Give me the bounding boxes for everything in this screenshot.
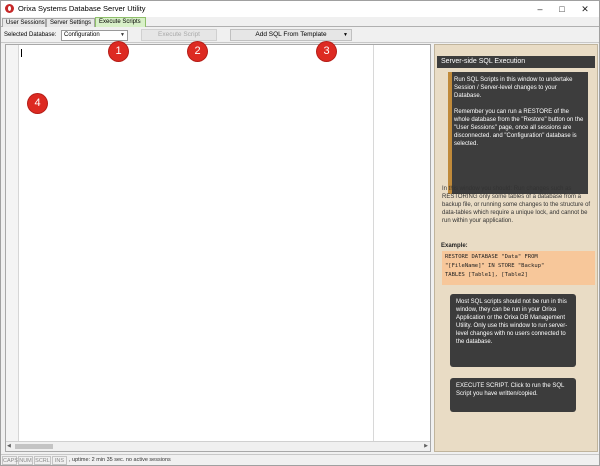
status-text: , uptime: 2 min 35 sec. no active sessions: [69, 457, 171, 463]
text-caret: [21, 49, 22, 57]
info-text: In this window you should: Run changes such as RESTORING only some tables of a database from a backup file, or running some changes to the structure of data-tables which require a unique lock, and cannot be run within your application.: [442, 186, 591, 224]
caps-indicator: CAPS: [3, 458, 18, 464]
chevron-down-icon: ▼: [120, 32, 125, 38]
usage-warning-note: Most SQL scripts should not be run in this window, they can be run in your Orixa Application or the Orixa DB Management Utility. Only use this window to run server-level changes with no users connected to the database.: [450, 294, 576, 367]
tab-server-settings[interactable]: Server Settings: [46, 18, 95, 27]
execute-script-button[interactable]: Execute Script: [141, 29, 217, 41]
note-accent-bar: [448, 72, 452, 194]
toolbar: [1, 28, 599, 43]
dropdown-arrow-icon[interactable]: ▼: [343, 32, 348, 38]
info-panel: [434, 44, 598, 452]
editor-margin-line: [373, 45, 374, 441]
scroll-left-icon[interactable]: ◀: [7, 443, 11, 449]
tab-user-sessions[interactable]: User Sessions: [2, 18, 46, 27]
callout-1: 1: [109, 42, 128, 61]
example-label: Example:: [441, 243, 468, 249]
status-bar: [1, 454, 599, 465]
close-button[interactable]: ✕: [581, 4, 589, 14]
title-bar: [1, 1, 599, 17]
callout-3: 3: [317, 42, 336, 61]
horizontal-scrollbar[interactable]: [6, 441, 430, 451]
window-title: Orixa Systems Database Server Utility: [18, 4, 146, 13]
note-paragraph-1: Run SQL Scripts in this window to undertake Session / Server-level changes to your Database.: [454, 77, 573, 99]
num-indicator: NUM: [19, 458, 32, 464]
ins-indicator: INS: [52, 456, 67, 465]
tab-strip: [1, 17, 599, 27]
panel-title: Server-side SQL Execution: [437, 56, 595, 68]
database-label: Selected Database:: [4, 32, 57, 38]
maximize-button[interactable]: □: [559, 4, 565, 14]
add-sql-template-label: Add SQL From Template: [255, 31, 327, 38]
minimize-button[interactable]: –: [537, 4, 543, 14]
callout-4: 4: [28, 94, 47, 113]
scroll-right-icon[interactable]: ▶: [424, 443, 428, 449]
orixa-logo-icon: [5, 4, 14, 13]
callout-2: 2: [188, 42, 207, 61]
database-select[interactable]: [61, 30, 128, 41]
scrl-indicator: SCRL: [35, 458, 50, 464]
scrollbar-thumb[interactable]: [15, 444, 53, 449]
add-sql-template-button[interactable]: [230, 29, 352, 41]
example-code: RESTORE DATABASE "Data" FROM "[FileName]" IN STORE "Backup" TABLES [Table1], [Table2]: [442, 251, 595, 285]
restore-note: [448, 72, 588, 194]
note-paragraph-2: Remember you can run a RESTORE of the whole database from the "Restore" button on the "User Sessions" page, once all sessions are disconnected. and "Configuration" database is selected.: [454, 109, 584, 147]
database-select-value: Configuration: [64, 32, 100, 38]
editor-gutter: [6, 45, 19, 441]
execute-script-note: EXECUTE SCRIPT. Click to run the SQL Script you have written/copied.: [450, 378, 576, 412]
tab-execute-scripts[interactable]: Execute Scripts: [95, 17, 146, 27]
sql-editor[interactable]: [5, 44, 431, 452]
